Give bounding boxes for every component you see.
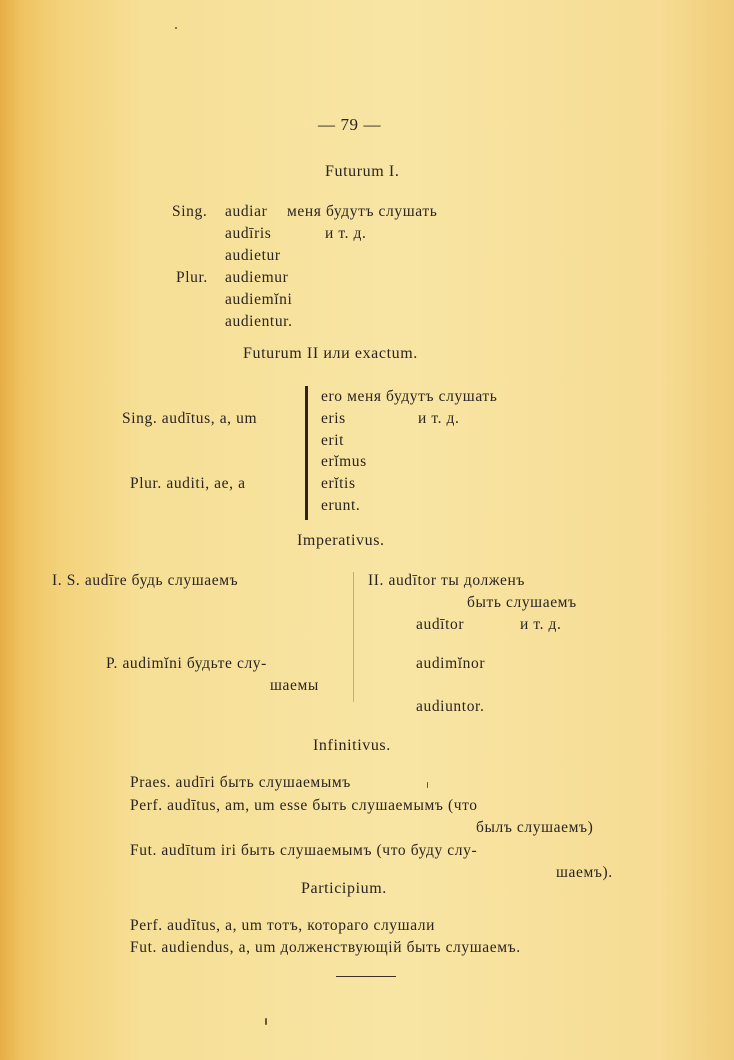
futurum2-plur-label: Plur. auditi, ae, a bbox=[130, 475, 246, 492]
infinitivus-perf-cont: былъ слушаемъ) bbox=[476, 819, 594, 836]
futurum1-heading: Futurum I. bbox=[325, 163, 400, 180]
futurum2-plur-form: erĭmus bbox=[321, 453, 367, 470]
futurum2-sing-form: erit bbox=[321, 432, 345, 449]
imperativus-ii-line2: быть слушаемъ bbox=[467, 594, 577, 611]
futurum2-sing-form: eris bbox=[321, 410, 346, 427]
futurum2-sing-etc: и т. д. bbox=[418, 410, 460, 427]
imperativus-ii-line1: II. audītor ты долженъ bbox=[368, 572, 525, 589]
closing-rule bbox=[336, 976, 396, 977]
participium-heading: Participium. bbox=[301, 880, 387, 897]
infinitivus-praes: Praes. audīri быть слушаемымъ bbox=[130, 774, 351, 791]
futurum2-plur-form: erunt. bbox=[321, 497, 361, 514]
imperativus-i-plur-cont: шаемы bbox=[270, 677, 319, 694]
participium-perf: Perf. audītus, a, um тотъ, котораго слушали bbox=[130, 917, 436, 934]
infinitivus-perf: Perf. audītus, am, um esse быть слушаемымъ (что bbox=[130, 797, 478, 814]
futurum2-plur-form: erĭtis bbox=[321, 475, 356, 492]
futurum2-plur-brace bbox=[305, 450, 308, 520]
futurum1-sing-label: Sing. bbox=[172, 203, 208, 220]
futurum1-meaning: и т. д. bbox=[325, 225, 367, 242]
imperativus-i-sing: I. S. audīre будь слушаемъ bbox=[52, 572, 239, 589]
infinitivus-heading: Infinitivus. bbox=[313, 737, 391, 754]
futurum2-sing-form: ero меня будутъ слушать bbox=[321, 388, 498, 405]
page-number: — 79 — bbox=[318, 115, 382, 134]
imperativus-i-plur: P. audimĭni будьте слу- bbox=[106, 655, 267, 672]
futurum1-form: audientur. bbox=[225, 313, 293, 330]
imperativus-ii-line4: audimĭnor bbox=[416, 655, 486, 672]
paper-speck bbox=[265, 1018, 267, 1025]
imperativus-heading: Imperativus. bbox=[297, 532, 385, 549]
futurum1-form: audietur bbox=[225, 247, 281, 264]
imperativus-ii-line5: audiuntor. bbox=[416, 698, 485, 715]
futurum2-sing-label: Sing. audītus, a, um bbox=[122, 410, 258, 427]
futurum2-sing-brace bbox=[305, 386, 308, 456]
futurum1-form: audiar bbox=[225, 203, 268, 220]
futurum2-heading: Futurum II или exactum. bbox=[243, 345, 418, 362]
futurum1-form: audīris bbox=[225, 225, 272, 242]
paper-speck bbox=[427, 782, 428, 788]
imperativus-ii-form: audītor bbox=[416, 616, 465, 633]
imperativus-ii-etc: и т. д. bbox=[520, 616, 562, 633]
futurum1-form: audiemur bbox=[225, 269, 289, 286]
futurum1-form: audiemĭni bbox=[225, 291, 293, 308]
futurum1-meaning: меня будутъ слушать bbox=[287, 203, 438, 220]
futurum1-plur-label: Plur. bbox=[176, 269, 208, 286]
participium-fut: Fut. audiendus, a, um долженствующій быть слушаемъ. bbox=[130, 939, 521, 956]
infinitivus-fut: Fut. audītum iri быть слушаемымъ (что буду слу- bbox=[130, 842, 478, 859]
infinitivus-fut-cont: шаемъ). bbox=[556, 864, 613, 881]
paper-speck bbox=[175, 27, 177, 29]
imperativus-divider bbox=[353, 572, 354, 702]
